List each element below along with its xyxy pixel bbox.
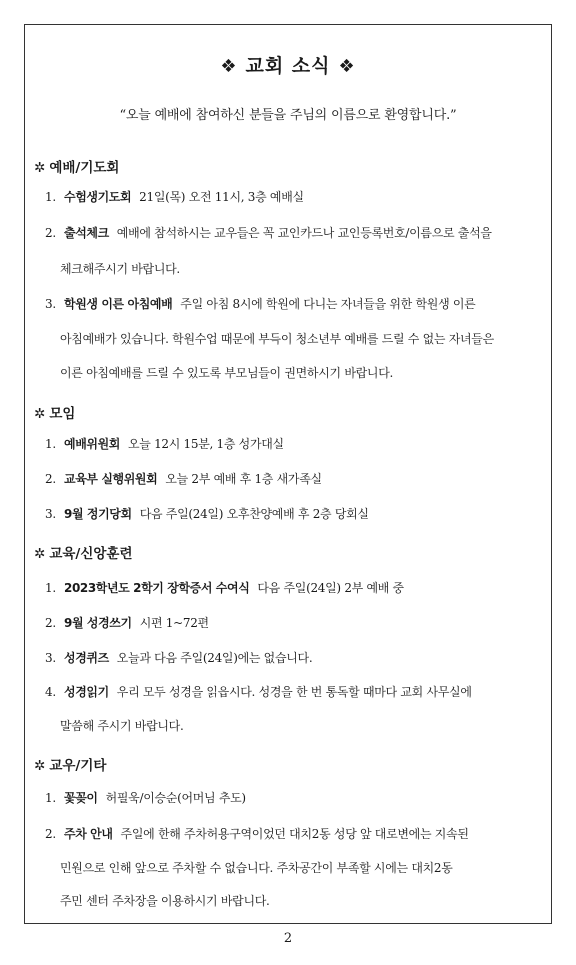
list-item: 2. 교육부 실행위원회 오늘 2부 예배 후 1층 새가족실 — [45, 472, 322, 486]
diamond-ornament-icon: ❖ — [220, 56, 238, 77]
list-item: 4. 성경읽기 우리 모두 성경을 읽읍시다. 성경을 한 번 통독할 때마다 교회 사무실에 — [45, 685, 472, 699]
list-item: 1. 예배위원회 오늘 12시 15분, 1층 성가대실 — [45, 437, 284, 451]
section-heading: ✲ 모임 — [34, 406, 76, 422]
list-item: 3. 성경퀴즈 오늘과 다음 주일(24일)에는 없습니다. — [45, 651, 313, 665]
list-item-continuation: 민원으로 인해 앞으로 주차할 수 없습니다. 주차공간이 부족할 시에는 대치2동 — [60, 861, 453, 875]
list-item: 1. 2023학년도 2학기 장학증서 수여식 다음 주일(24일) 2부 예배 중 — [45, 581, 404, 595]
list-item-continuation: 주민 센터 주차장을 이용하시기 바랍니다. — [60, 894, 270, 908]
list-item-continuation: 아침예배가 있습니다. 학원수업 때문에 부득이 청소년부 예배를 드릴 수 없는 자녀들은 — [60, 332, 494, 346]
asterisk-icon: ✲ — [34, 758, 46, 774]
page-number: 2 — [283, 931, 293, 946]
bulletin-frame — [24, 24, 552, 924]
asterisk-icon: ✲ — [34, 160, 46, 176]
section-heading: ✲ 교육/신앙훈련 — [34, 546, 133, 562]
list-item: 1. 꽃꽂이 허필욱/이승순(어머님 추도) — [45, 791, 246, 805]
diamond-ornament-icon: ❖ — [338, 56, 356, 77]
list-item: 2. 주차 안내 주일에 한해 주차허용구역이었던 대치2동 성당 앞 대로변에는 지속된 — [45, 827, 469, 841]
asterisk-icon: ✲ — [34, 406, 46, 422]
asterisk-icon: ✲ — [34, 546, 46, 562]
list-item-continuation: 체크해주시기 바랍니다. — [60, 262, 180, 276]
title-text: 교회 소식 — [245, 55, 331, 77]
section-heading: ✲ 교우/기타 — [34, 758, 107, 774]
list-item: 3. 9월 정기당회 다음 주일(24일) 오후찬양예배 후 2층 당회실 — [45, 507, 369, 521]
section-heading: ✲ 예배/기도회 — [34, 160, 120, 176]
list-item: 3. 학원생 이른 아침예배 주일 아침 8시에 학원에 다니는 자녀들을 위한 학원생 이른 — [45, 297, 476, 311]
welcome-message: “오늘 예배에 참여하신 분들을 주님의 이름으로 환영합니다.” — [119, 108, 457, 123]
list-item-continuation: 이른 아침예배를 드릴 수 있도록 부모님들이 권면하시기 바랍니다. — [60, 366, 394, 380]
list-item: 1. 수험생기도회 21일(목) 오전 11시, 3층 예배실 — [45, 190, 304, 204]
page-title — [25, 51, 551, 78]
list-item: 2. 9월 성경쓰기 시편 1~72편 — [45, 616, 209, 630]
list-item-continuation: 말씀해 주시기 바랍니다. — [60, 719, 184, 733]
list-item: 2. 출석체크 예배에 참석하시는 교우들은 꼭 교인카드나 교인등록번호/이름으로 출석을 — [45, 226, 492, 240]
